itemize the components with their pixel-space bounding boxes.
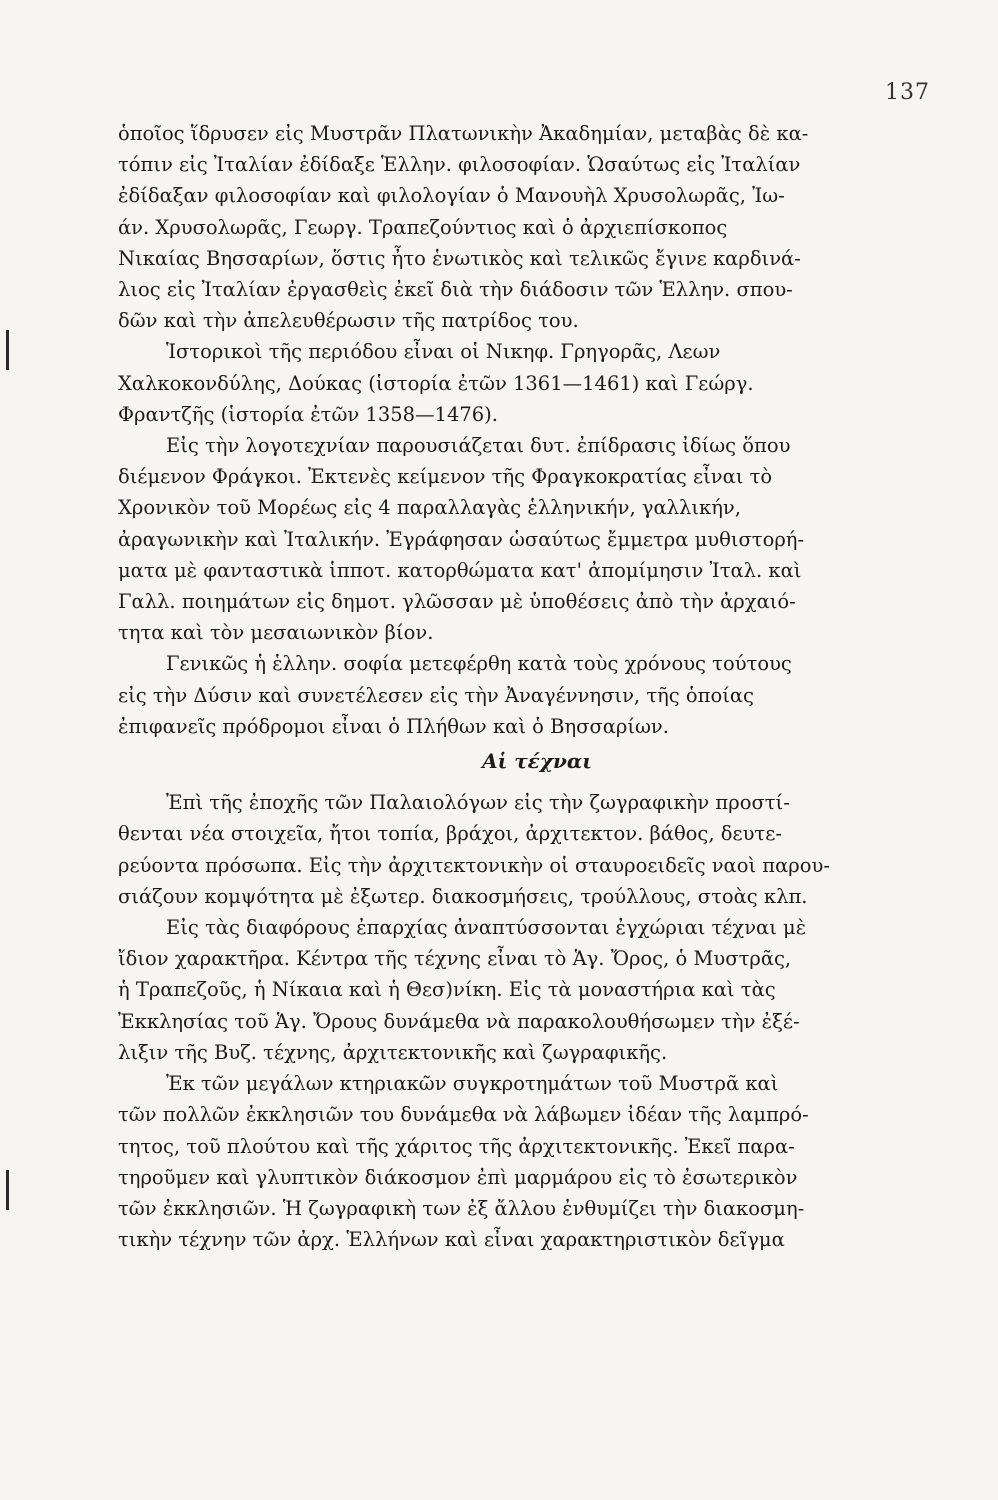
text-line: τόπιν εἰς Ἰταλίαν ἐδίδαξε Ἑλλην. φιλοσοφίαν. Ὡσαύτως εἰς Ἰταλίαν (118, 153, 801, 177)
text-line: ρεύοντα πρόσωπα. Εἰς τὴν ἀρχιτεκτονικὴν οἱ σταυροειδεῖς ναοὶ παρου- (118, 853, 830, 877)
section-heading: Αἱ τέχναι (482, 749, 592, 774)
text-line: Ἐπὶ τῆς ἐποχῆς τῶν Παλαιολόγων εἰς τὴν ζωγραφικὴν προστί- (166, 791, 790, 815)
text-line: ἐπιφανεῖς πρόδρομοι εἶναι ὁ Πλήθων καὶ ὁ Βησσαρίων. (118, 714, 669, 738)
text-line: λιξιν τῆς Βυζ. τέχνης, ἀρχιτεκτονικῆς καὶ ζωγραφικῆς. (118, 1040, 668, 1064)
text-line: λιος εἰς Ἰταλίαν ἐργασθεὶς ἐκεῖ διὰ τὴν διάδοσιν τῶν Ἑλλην. σπου- (118, 278, 793, 302)
text-line: δῶν καὶ τὴν ἀπελευθέρωσιν τῆς πατρίδος του. (118, 309, 579, 333)
text-line: ἀραγωνικὴν καὶ Ἰταλικήν. Ἐγράφησαν ὡσαύτως ἔμμετρα μυθιστορή- (118, 527, 805, 551)
scan-edge-mark (6, 1170, 9, 1210)
text-line: τητα καὶ τὸν μεσαιωνικὸν βίον. (118, 621, 434, 645)
text-line: ἡ Τραπεζοῦς, ἡ Νίκαια καὶ ἡ Θεσ)νίκη. Εἰς τὰ μοναστήρια καὶ τὰς (118, 978, 776, 1002)
text-line: τῶν ἐκκλησιῶν. Ἡ ζωγραφικὴ των ἐξ ἄλλου ἐνθυμίζει τὴν διακοσμη- (118, 1196, 805, 1220)
text-line: ἴδιον χαρακτῆρα. Κέντρα τῆς τέχνης εἶναι τὸ Ἁγ. Ὄρος, ὁ Μυστρᾶς, (118, 947, 792, 971)
text-line: Χρονικὸν τοῦ Μορέως εἰς 4 παραλλαγὰς ἑλληνικήν, γαλλικήν, (118, 496, 741, 520)
text-line: Εἰς τὰς διαφόρους ἐπαρχίας ἀναπτύσσονται ἐγχώριαι τέχναι μὲ (166, 916, 807, 940)
text-line: ἐδίδαξαν φιλοσοφίαν καὶ φιλολογίαν ὁ Μανουὴλ Χρυσολωρᾶς, Ἰω- (118, 184, 785, 208)
text-line: άν. Χρυσολωρᾶς, Γεωργ. Τραπεζούντιος καὶ ὁ ἀρχιεπίσκοπος (118, 215, 728, 239)
text-line: Γαλλ. ποιημάτων εἰς δημοτ. γλῶσσαν μὲ ὑποθέσεις ἀπὸ τὴν ἀρχαιό- (118, 590, 796, 614)
text-line: σιάζουν κομψότητα μὲ ἐξωτερ. διακοσμήσεις, τρούλλους, στοὰς κλπ. (118, 884, 808, 908)
text-line: Ἱστορικοὶ τῆς περιόδου εἶναι οἱ Νικηφ. Γρηγορᾶς, Λεων (166, 340, 721, 364)
text-line: τῶν πολλῶν ἐκκλησιῶν του δυνάμεθα νὰ λάβωμεν ἰδέαν τῆς λαμπρό- (118, 1103, 809, 1127)
text-body (118, 118, 956, 1255)
text-line: Χαλκοκονδύλης, Δούκας (ἱστορία ἐτῶν 1361—1461) καὶ Γεώργ. (118, 371, 754, 395)
text-line: Ἐκκλησίας τοῦ Ἁγ. Ὄρους δυνάμεθα νὰ παρακολουθήσωμεν τὴν ἐξέ- (118, 1009, 800, 1033)
scan-edge-mark (6, 330, 9, 370)
text-line: τηροῦμεν καὶ γλυπτικὸν διάκοσμον ἐπὶ μαρμάρου εἰς τὸ ἐσωτερικὸν (118, 1165, 798, 1189)
text-line: Γενικῶς ἡ ἑλλην. σοφία μετεφέρθη κατὰ τοὺς χρόνους τούτους (166, 652, 792, 676)
text-line: διέμενον Φράγκοι. Ἐκτενὲς κείμενον τῆς Φραγκοκρατίας εἶναι τὸ (118, 465, 773, 489)
text-line: Φραντζῆς (ἱστορία ἐτῶν 1358—1476). (118, 402, 498, 426)
page-number: 137 (885, 80, 930, 105)
text-line: εἰς τὴν Δύσιν καὶ συνετέλεσεν εἰς τὴν Ἀναγέννησιν, τῆς ὁποίας (118, 683, 754, 707)
text-line: ματα μὲ φανταστικὰ ἱπποτ. κατορθώματα κατ' ἀπομίμησιν Ἰταλ. καὶ (118, 558, 802, 582)
text-line: ὁποῖος ἵδρυσεν εἰς Μυστρᾶν Πλατωνικὴν Ἀκαδημίαν, μεταβὰς δὲ κα- (118, 122, 809, 145)
text-line: Εἰς τὴν λογοτεχνίαν παρουσιάζεται δυτ. ἐπίδρασις ἰδίως ὅπου (166, 434, 791, 458)
text-line: τητος, τοῦ πλούτου καὶ τῆς χάριτος τῆς ἀρχιτεκτονικῆς. Ἐκεῖ παρα- (118, 1134, 795, 1158)
text-line: Ἐκ τῶν μεγάλων κτηριακῶν συγκροτημάτων τοῦ Μυστρᾶ καὶ (166, 1072, 779, 1096)
text-line: θενται νέα στοιχεῖα, ἤτοι τοπία, βράχοι, ἀρχιτεκτον. βάθος, δευτε- (118, 822, 782, 846)
text-line: τικὴν τέχνην τῶν ἀρχ. Ἑλλήνων καὶ εἶναι χαρακτηριστικὸν δεῖγμα (118, 1228, 785, 1252)
text-line: Νικαίας Βησσαρίων, ὅστις ἦτο ἑνωτικὸς καὶ τελικῶς ἔγινε καρδινά- (118, 246, 801, 270)
